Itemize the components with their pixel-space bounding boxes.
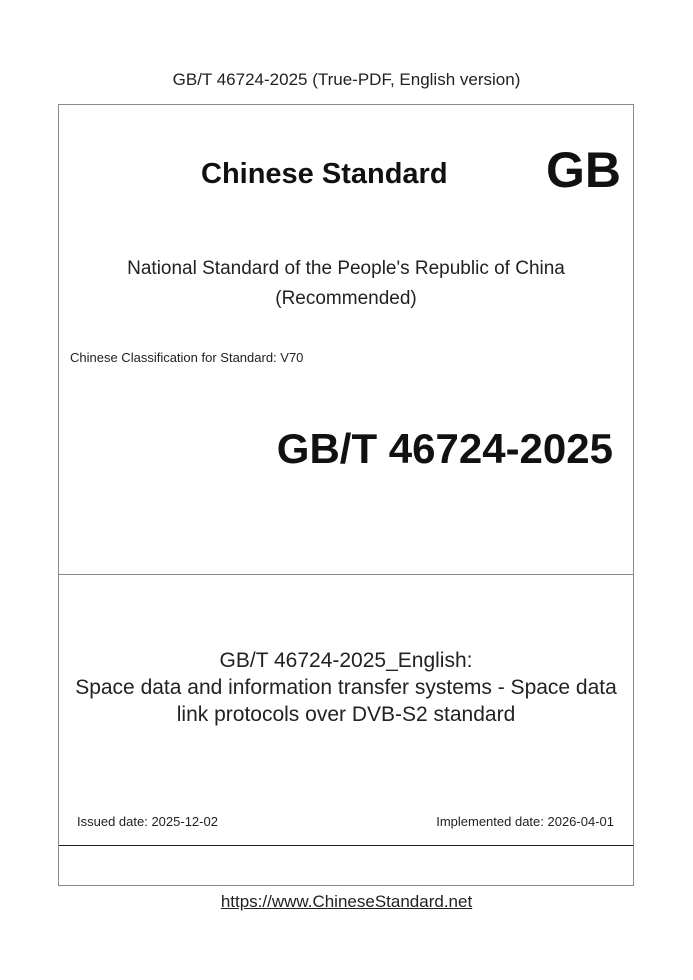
website-link[interactable]: https://www.ChineseStandard.net	[220, 892, 473, 911]
page-header: GB/T 46724-2025 (True-PDF, English version)	[172, 70, 521, 89]
cover-top-section	[59, 105, 633, 575]
classification-text: Chinese Classification for Standard: V70	[70, 350, 304, 365]
cover-title-section	[59, 575, 633, 846]
footer	[0, 892, 693, 912]
national-standard-line: National Standard of the People's Republic of China	[127, 258, 565, 279]
cover-frame	[58, 104, 634, 886]
title-line-3: link protocols over DVB-S2 standard	[176, 703, 516, 726]
issued-date: Issued date: 2025-12-02	[77, 814, 218, 829]
brand-code: GB	[546, 142, 621, 198]
recommended-line: (Recommended)	[275, 288, 417, 309]
title-line-1: GB/T 46724-2025_English:	[219, 649, 473, 672]
standard-title	[59, 647, 633, 728]
standard-number: GB/T 46724-2025	[276, 425, 613, 472]
brand-title: Chinese Standard	[201, 158, 448, 190]
implemented-date: Implemented date: 2026-04-01	[436, 814, 614, 829]
cover-bottom-section	[59, 846, 633, 885]
title-line-2: Space data and information transfer systems - Space data	[75, 676, 617, 699]
